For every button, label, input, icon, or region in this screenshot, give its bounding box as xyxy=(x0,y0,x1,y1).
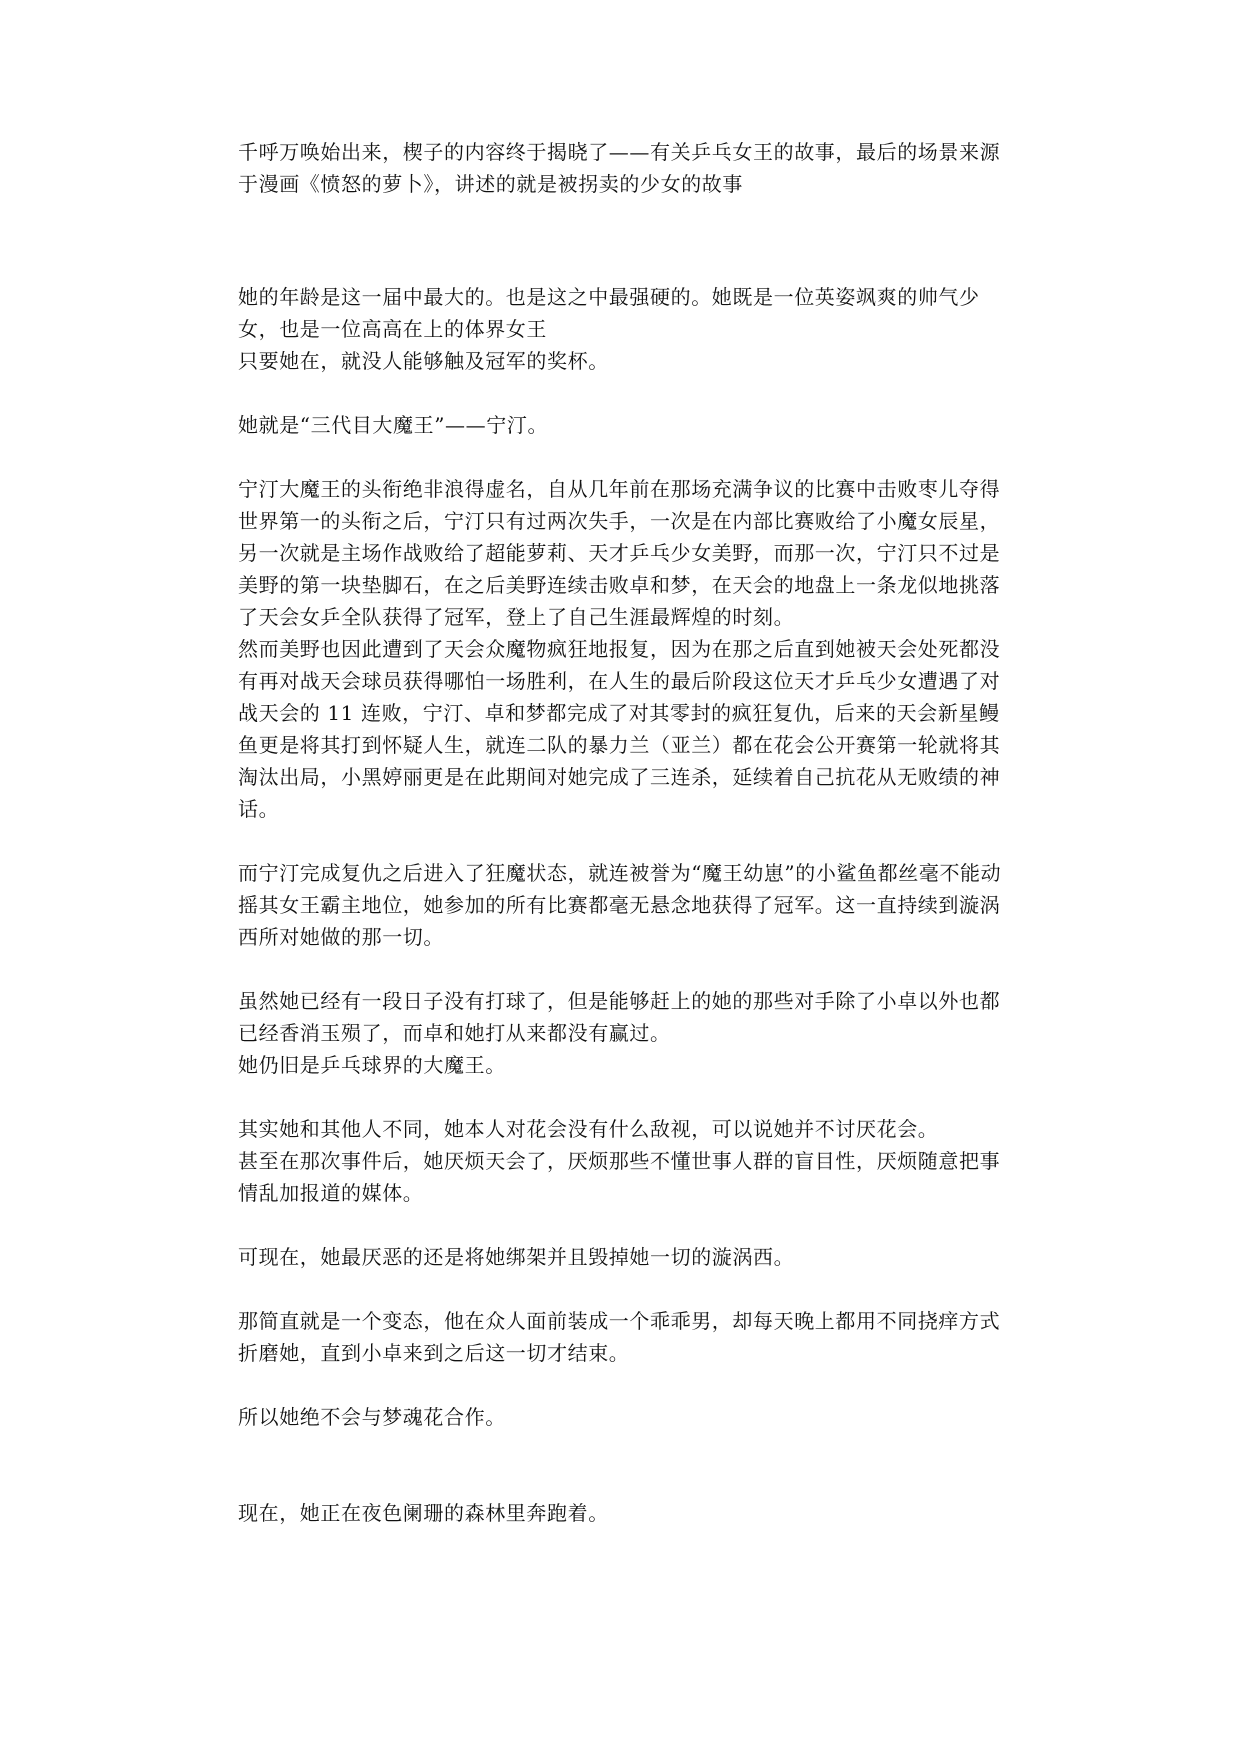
paragraph-10 xyxy=(238,1497,1006,1529)
paragraph-2 xyxy=(238,409,1006,441)
body-text: 那简直就是一个变态，他在众人面前装成一个乖乖男，却每天晚上都用不同挠痒方式折磨她，直到小卓来到之后这一切才结束。 xyxy=(238,1309,1001,1365)
body-text: 所以她绝不会与梦魂花合作。 xyxy=(238,1405,506,1429)
body-text: 而宁汀完成复仇之后进入了狂魔状态，就连被誉为“魔王幼崽”的小鲨鱼都丝毫不能动摇其女王霸主地位，她参加的所有比赛都毫无悬念地获得了冠军。这一直持续到漩涡西所对她做的那一切。 xyxy=(238,861,1002,949)
body-text: 现在，她正在夜色阑珊的森林里奔跑着。 xyxy=(238,1501,609,1525)
body-text: 甚至在那次事件后，她厌烦天会了，厌烦那些不懂世事人群的盲目性，厌烦随意把事情乱加报道的媒体。 xyxy=(238,1149,1001,1205)
body-text: 其实她和其他人不同，她本人对花会没有什么敌视，可以说她并不讨厌花会。 xyxy=(238,1117,939,1141)
paragraph-7 xyxy=(238,1241,1006,1273)
body-text: 她仍旧是乒乓球界的大魔王。 xyxy=(238,1053,506,1077)
body-text: 然而美野也因此遭到了天会众魔物疯狂地报复，因为在那之后直到她被天会处死都没有再对战天会球员获得哪怕一场胜利，在人生的最后阶段这位天才乒乓少女遭遇了对战天会的 11 连败，宁汀、卓和梦都完成了对其零封的疯狂复仇，后来的天会新星鳗鱼更是将其打到怀疑人生，就连二队的暴力兰（亚兰）都在花会公开赛第一轮就将其淘汰出局，小黑婷丽更是在此期间对她完成了三连杀，延续着自己抗花从无败绩的神话。 xyxy=(238,637,1001,821)
body-text: 可现在，她最厌恶的还是将她绑架并且毁掉她一切的漩涡西。 xyxy=(238,1245,795,1269)
body-text: 虽然她已经有一段日子没有打球了，但是能够赶上的她的那些对手除了小卓以外也都已经香消玉殒了，而卓和她打从来都没有赢过。 xyxy=(238,989,1001,1045)
body-text: 宁汀大魔王的头衔绝非浪得虚名，自从几年前在那场充满争议的比赛中击败枣儿夺得世界第一的头衔之后，宁汀只有过两次失手，一次是在内部比赛败给了小魔女辰星，另一次就是主场作战败给了超能萝莉、天才乒乓少女美野，而那一次，宁汀只不过是美野的第一块垫脚石，在之后美野连续击败卓和梦，在天会的地盘上一条龙似地挑落了天会女乒全队获得了冠军，登上了自己生涯最辉煌的时刻。 xyxy=(238,477,1001,629)
intro-paragraph xyxy=(238,136,1006,200)
paragraph-4 xyxy=(238,857,1006,953)
body-text: 她的年龄是这一届中最大的。也是这之中最强硬的。她既是一位英姿飒爽的帅气少女，也是一位高高在上的体界女王 xyxy=(238,285,980,341)
intro-text: 千呼万唤始出来，楔子的内容终于揭晓了——有关乒乓女王的故事，最后的场景来源于漫画《愤怒的萝卜》，讲述的就是被拐卖的少女的故事 xyxy=(238,140,1001,196)
paragraph-9 xyxy=(238,1401,1006,1433)
body-text: 她就是“三代目大魔王”——宁汀。 xyxy=(238,413,549,437)
paragraph-3 xyxy=(238,473,1006,825)
paragraph-5 xyxy=(238,985,1006,1081)
paragraph-6 xyxy=(238,1113,1006,1209)
body-text: 只要她在，就没人能够触及冠军的奖杯。 xyxy=(238,349,609,373)
paragraph-1 xyxy=(238,281,1006,377)
paragraph-8 xyxy=(238,1305,1006,1369)
